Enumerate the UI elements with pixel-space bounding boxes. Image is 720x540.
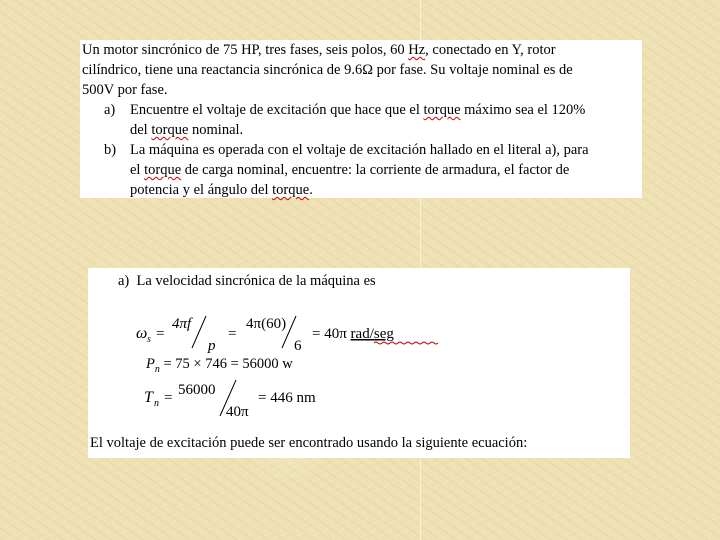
problem-intro-line-2: cilíndrico, tiene una reactancia sincrónica de 9.6Ω por fase. Su voltaje nominal es de (82, 62, 573, 78)
item-a-line-1-post: máximo sea el 120% (460, 102, 586, 118)
equals-sign: = (156, 326, 165, 342)
item-a-label: a) (104, 102, 116, 118)
equals-sign: = (164, 390, 173, 406)
fraction-2-denominator: 6 (294, 338, 302, 354)
item-b-line-2-pre: el (130, 162, 145, 178)
item-b-line-3-pre: potencia y el ángulo del (130, 182, 273, 198)
item-b-line-3-post: . (309, 182, 313, 198)
torque-equation (140, 374, 380, 420)
torque-fraction-numerator: 56000 (178, 382, 216, 398)
torque-result: = 446 nm (258, 390, 316, 406)
problem-intro-line-1 (82, 40, 640, 60)
power-subscript: n (154, 363, 160, 375)
problem-statement-panel (80, 40, 642, 198)
solution-panel (88, 268, 630, 458)
power-symbol: P (146, 356, 155, 372)
solution-heading (118, 273, 376, 290)
item-a-line-2-post: nominal. (188, 122, 244, 138)
power-rhs: = 75 × 746 = 56000 w (163, 356, 293, 372)
item-b-line-2 (130, 160, 569, 180)
spellcheck-underline (374, 342, 438, 344)
synchronous-speed-equation (136, 310, 466, 356)
item-a-line-2-pre: del (130, 122, 152, 138)
torque-word: torque (423, 102, 461, 118)
problem-intro-line-3: 500V por fase. (82, 82, 168, 98)
item-a-line-1 (130, 100, 585, 120)
solution-footer-text: El voltaje de excitación puede ser encontrado usando la siguiente ecuación: (90, 435, 528, 451)
problem-intro-text-1-end: , conectado en Y, rotor (425, 42, 556, 58)
speed-result-unit: rad/seg (350, 326, 394, 342)
solution-heading-text: La velocidad sincrónica de la máquina es (136, 273, 376, 289)
torque-word: torque (144, 162, 182, 178)
omega-subscript: s (147, 334, 151, 345)
torque-word: torque (272, 182, 310, 198)
item-a-line-1-pre: Encuentre el voltaje de excitación que hace que el (130, 102, 424, 118)
fraction-1-slash (192, 316, 206, 348)
fraction-1-denominator: p (208, 338, 216, 354)
problem-intro-text-1: Un motor sincrónico de 75 HP, tres fases, seis polos, 60 (82, 42, 409, 58)
speed-result (312, 326, 394, 342)
torque-subscript: n (154, 398, 159, 409)
item-b-line-3 (130, 180, 313, 200)
item-b-label: b) (104, 142, 117, 158)
fraction-2-numerator: 4π(60) (246, 316, 287, 332)
item-b-line-2-post: de carga nominal, encuentre: la corriente de armadura, el factor de (181, 162, 570, 178)
fraction-1-numerator: 4πf (172, 316, 192, 332)
equals-sign: = (228, 326, 237, 342)
torque-fraction-denominator: 40π (226, 404, 249, 420)
power-equation (146, 356, 293, 375)
hz-word: Hz (408, 42, 426, 58)
item-b-line-1: La máquina es operada con el voltaje de excitación hallado en el literal a), para (130, 142, 589, 158)
torque-word: torque (151, 122, 189, 138)
speed-result-value: = 40π (312, 326, 351, 342)
torque-symbol: T (144, 389, 153, 406)
omega-symbol: ω (136, 325, 148, 342)
item-a-line-2 (130, 120, 243, 140)
solution-heading-label: a) (118, 273, 130, 289)
